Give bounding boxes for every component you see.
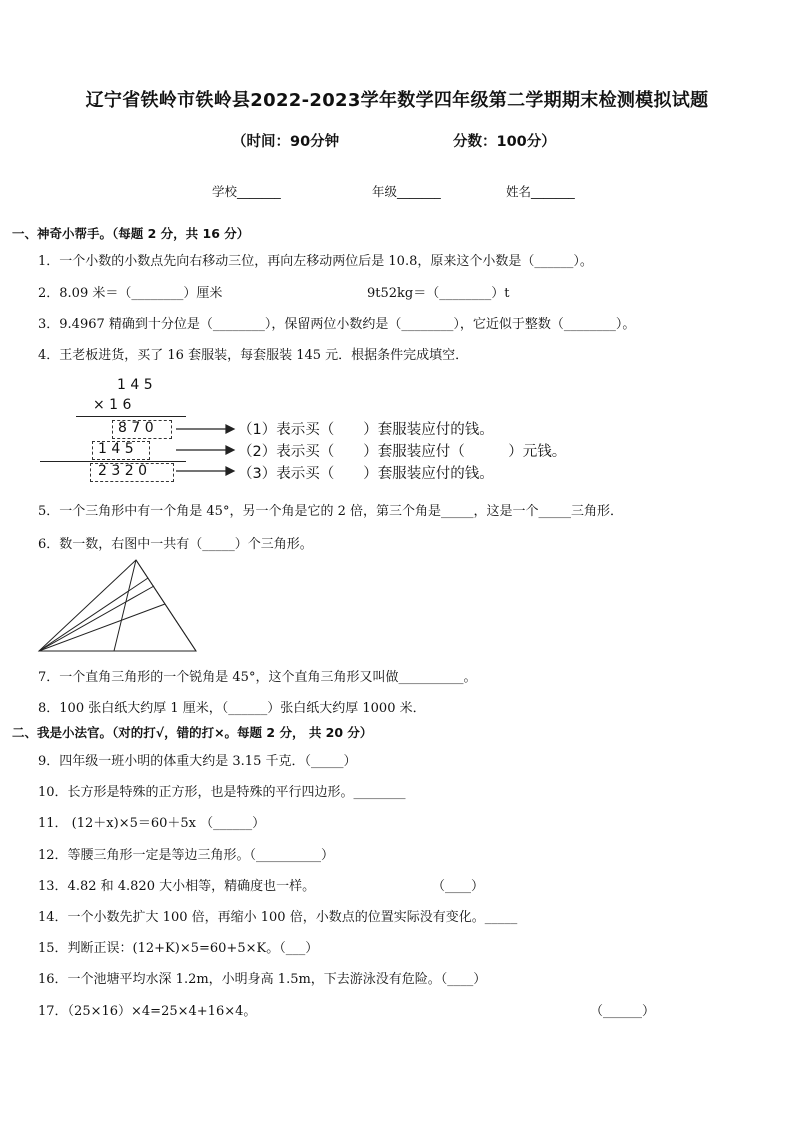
question-11: 11． (12＋x)×5＝60＋5x （______） bbox=[38, 816, 266, 831]
arrow-head-1 bbox=[226, 425, 234, 433]
question-4: 4．王老板进货，买了 16 套服装，每套服装 145 元．根据条件完成填空． bbox=[38, 348, 469, 363]
grade-field: 年级_______ bbox=[372, 184, 441, 199]
triangle-figure bbox=[36, 556, 200, 654]
section-heading-2: 二、我是小法官。（对的打√，错的打×。每题 2 分， 共 20 分） bbox=[12, 725, 373, 740]
question-14: 14．一个小数先扩大 100 倍，再缩小 100 倍，小数点的位置实际没有变化。_____ bbox=[38, 910, 518, 925]
question-12: 12．等腰三角形一定是等边三角形。（__________） bbox=[38, 848, 335, 863]
question-3: 3．9.4967 精确到十分位是（________），保留两位小数约是（________），它近似于整数（________）。 bbox=[38, 317, 636, 332]
question-2b: 9t52kg＝（________）t bbox=[367, 286, 510, 301]
arrow-head-3 bbox=[226, 467, 234, 475]
inner-line-3 bbox=[39, 578, 148, 651]
calc-arrows bbox=[174, 420, 238, 482]
calc-multiplier: × 1 6 bbox=[93, 397, 132, 413]
question-2a: 2．8.09 米＝（________）厘米 bbox=[38, 286, 223, 301]
question-17: 17．（25×16）×4=25×4+16×4。 bbox=[38, 1004, 257, 1019]
calc-note-1: （1）表示买（ ）套服装应付的钱。 bbox=[238, 422, 494, 438]
question-6: 6．数一数，右图中一共有（_____）个三角形。 bbox=[38, 537, 313, 552]
page-title: 辽宁省铁岭市铁岭县2022-2023学年数学四年级第二学期期末检测模拟试题 bbox=[85, 90, 709, 111]
question-1: 1．一个小数的小数点先向右移动三位，再向左移动两位后是 10.8，原来这个小数是（______）。 bbox=[38, 254, 593, 269]
question-5: 5．一个三角形中有一个角是 45°，另一个角是它的 2 倍，第三个角是_____，这是一个_____三角形． bbox=[38, 504, 623, 519]
calc-rule-1 bbox=[76, 416, 186, 417]
question-16: 16．一个池塘平均水深 1.2m，小明身高 1.5m，下去游泳没有危险。（____） bbox=[38, 972, 487, 987]
calc-note-2: （2）表示买（ ）套服装应付（ ）元钱。 bbox=[238, 444, 567, 460]
name-field: 姓名_______ bbox=[506, 184, 575, 199]
question-7: 7．一个直角三角形的一个锐角是 45°，这个直角三角形又叫做__________。 bbox=[38, 670, 477, 685]
inner-line-1 bbox=[39, 604, 165, 651]
exam-time: （时间：90分钟 bbox=[232, 134, 340, 150]
partial-product-1: 8 7 0 bbox=[118, 420, 154, 436]
calc-rule-2 bbox=[40, 461, 186, 462]
question-9: 9．四年级一班小明的体重大约是 3.15 千克．（_____） bbox=[38, 754, 357, 769]
inner-line-2 bbox=[39, 586, 154, 651]
partial-product-2: 1 4 5 bbox=[98, 441, 134, 457]
arrow-head-2 bbox=[226, 446, 234, 454]
question-13-blank: （____） bbox=[432, 879, 485, 894]
product-value: 2 3 2 0 bbox=[98, 463, 147, 479]
section-heading-1: 一、神奇小帮手。（每题 2 分，共 16 分） bbox=[12, 226, 250, 241]
inner-line-5 bbox=[136, 560, 196, 651]
question-15: 15．判断正误：(12+K)×5=60+5×K。（___） bbox=[38, 941, 319, 956]
question-17-blank: （______） bbox=[590, 1004, 656, 1019]
question-10: 10．长方形是特殊的正方形，也是特殊的平行四边形。________ bbox=[38, 785, 406, 800]
question-8: 8．100 张白纸大约厚 1 厘米，（______）张白纸大约厚 1000 米． bbox=[38, 701, 426, 716]
inner-line-4 bbox=[114, 560, 136, 651]
calc-note-3: （3）表示买（ ）套服装应付的钱。 bbox=[238, 466, 494, 482]
exam-score: 分数：100分） bbox=[453, 134, 556, 150]
question-13: 13．4.82 和 4.820 大小相等，精确度也一样。 bbox=[38, 879, 316, 894]
school-field: 学校_______ bbox=[212, 184, 281, 199]
calc-multiplicand: 1 4 5 bbox=[117, 377, 153, 393]
